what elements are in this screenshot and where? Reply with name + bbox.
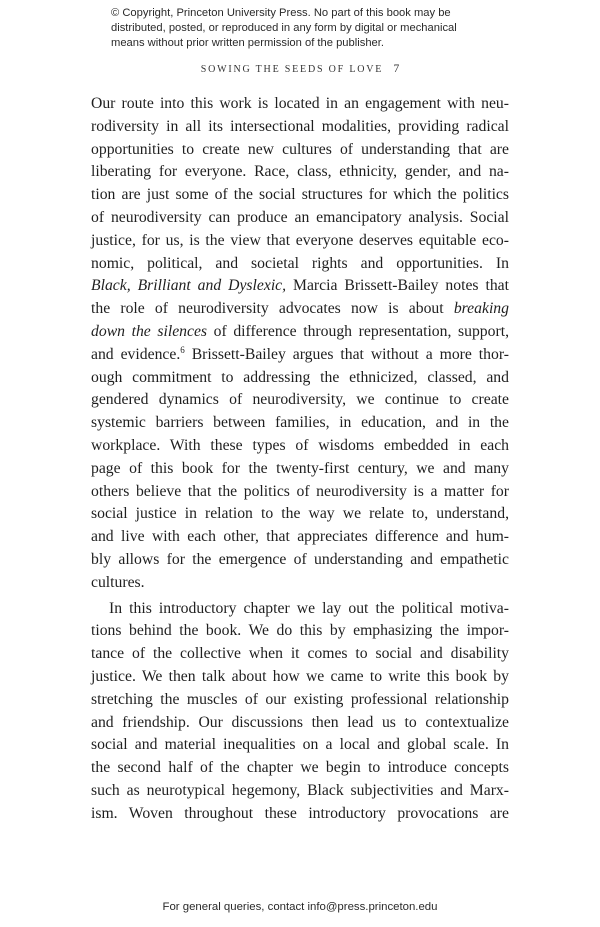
copyright-line: distributed, posted, or reproduced in any form by digital or mechanical	[111, 22, 457, 34]
text-span: of difference through representation, support,	[207, 322, 509, 340]
text-line: others believe that the politics of neurodiversity is a matter for	[91, 482, 509, 500]
text-line: Our route into this work is located in an engagement with neu-	[91, 95, 509, 112]
running-head	[0, 63, 600, 75]
copyright-line: © Copyright, Princeton University Press. No part of this book may be	[111, 7, 451, 19]
book-title: Black, Brilliant and Dyslexic,	[91, 277, 287, 295]
text-line: workplace. With these types of wisdoms embedded in each	[91, 436, 509, 454]
text-line: social justice in relation to the way we relate to, understand,	[91, 505, 509, 523]
text-line: nomic, political, and societal rights and opportunities. In	[91, 254, 509, 272]
page-number: 7	[393, 63, 400, 75]
text-span: Brissett-Bailey argues that without a more thor-	[184, 345, 509, 363]
running-head-title: SOWING THE SEEDS OF LOVE	[200, 64, 384, 75]
text-line: tions behind the book. We do this by emphasizing the impor-	[91, 622, 509, 640]
text-line: justice. We then talk about how we came to write this book by	[91, 667, 509, 685]
text-line: and friendship. Our discussions then lead us to contextualize	[91, 713, 509, 731]
text-line: of neurodiversity can produce an emancipatory analysis. Social	[91, 208, 509, 226]
text-line: and live with each other, that appreciates difference and hum-	[91, 528, 509, 546]
text-line: rodiversity in all its intersectional modalities, providing radical	[91, 117, 509, 135]
text-line: tion are just some of the social structures for which the politics	[91, 186, 509, 204]
text-line: ough commitment to addressing the ethnicized, classed, and	[91, 368, 509, 386]
footnote-marker[interactable]: 6	[180, 344, 185, 355]
text-line: stretching the muscles of our existing professional relationship	[91, 690, 509, 708]
text-line: the second half of the chapter we begin to introduce concepts	[91, 759, 509, 777]
body-text	[91, 93, 509, 826]
text-line	[91, 321, 509, 344]
text-line: systemic barriers between families, in education, and in the	[91, 414, 509, 432]
copyright-line: means without prior written permission of the publisher.	[111, 37, 384, 49]
text-line: tance of the collective when it comes to social and disability	[91, 645, 509, 663]
text-line: ism. Woven throughout these introductory provocations are	[91, 804, 509, 822]
text-line: social and material inequalities on a local and global scale. In	[91, 736, 509, 754]
footer-contact: For general queries, contact info@press.princeton.edu	[162, 901, 438, 913]
text-line: justice, for us, is the view that everyone deserves equitable eco-	[91, 231, 509, 249]
paragraph-2	[91, 598, 509, 826]
text-line: such as neurotypical hegemony, Black subjectivities and Marx-	[91, 781, 509, 799]
text-line	[91, 275, 509, 298]
text-line: gendered dynamics of neurodiversity, we continue to create	[91, 391, 509, 409]
text-line	[91, 344, 509, 367]
text-line: In this introductory chapter we lay out the political motiva-	[109, 599, 509, 617]
text-line: cultures.	[91, 573, 145, 591]
text-line: liberating for everyone. Race, class, ethnicity, gender, and na-	[91, 163, 509, 181]
emphasis: breaking	[453, 300, 509, 318]
copyright-notice	[111, 6, 511, 51]
text-span: Marcia Brissett-Bailey notes that	[286, 277, 509, 295]
text-span: the role of neurodiversity advocates now is about	[91, 300, 454, 318]
text-line: opportunities to create new cultures of understanding that are	[91, 140, 509, 158]
text-line: bly allows for the emergence of understanding and empathetic	[91, 550, 509, 568]
text-line	[91, 298, 509, 321]
emphasis: down the silences	[91, 322, 208, 340]
text-line: page of this book for the twenty-first century, we and many	[91, 459, 509, 477]
paragraph-1	[91, 93, 509, 595]
text-span: and evidence.	[91, 345, 181, 363]
